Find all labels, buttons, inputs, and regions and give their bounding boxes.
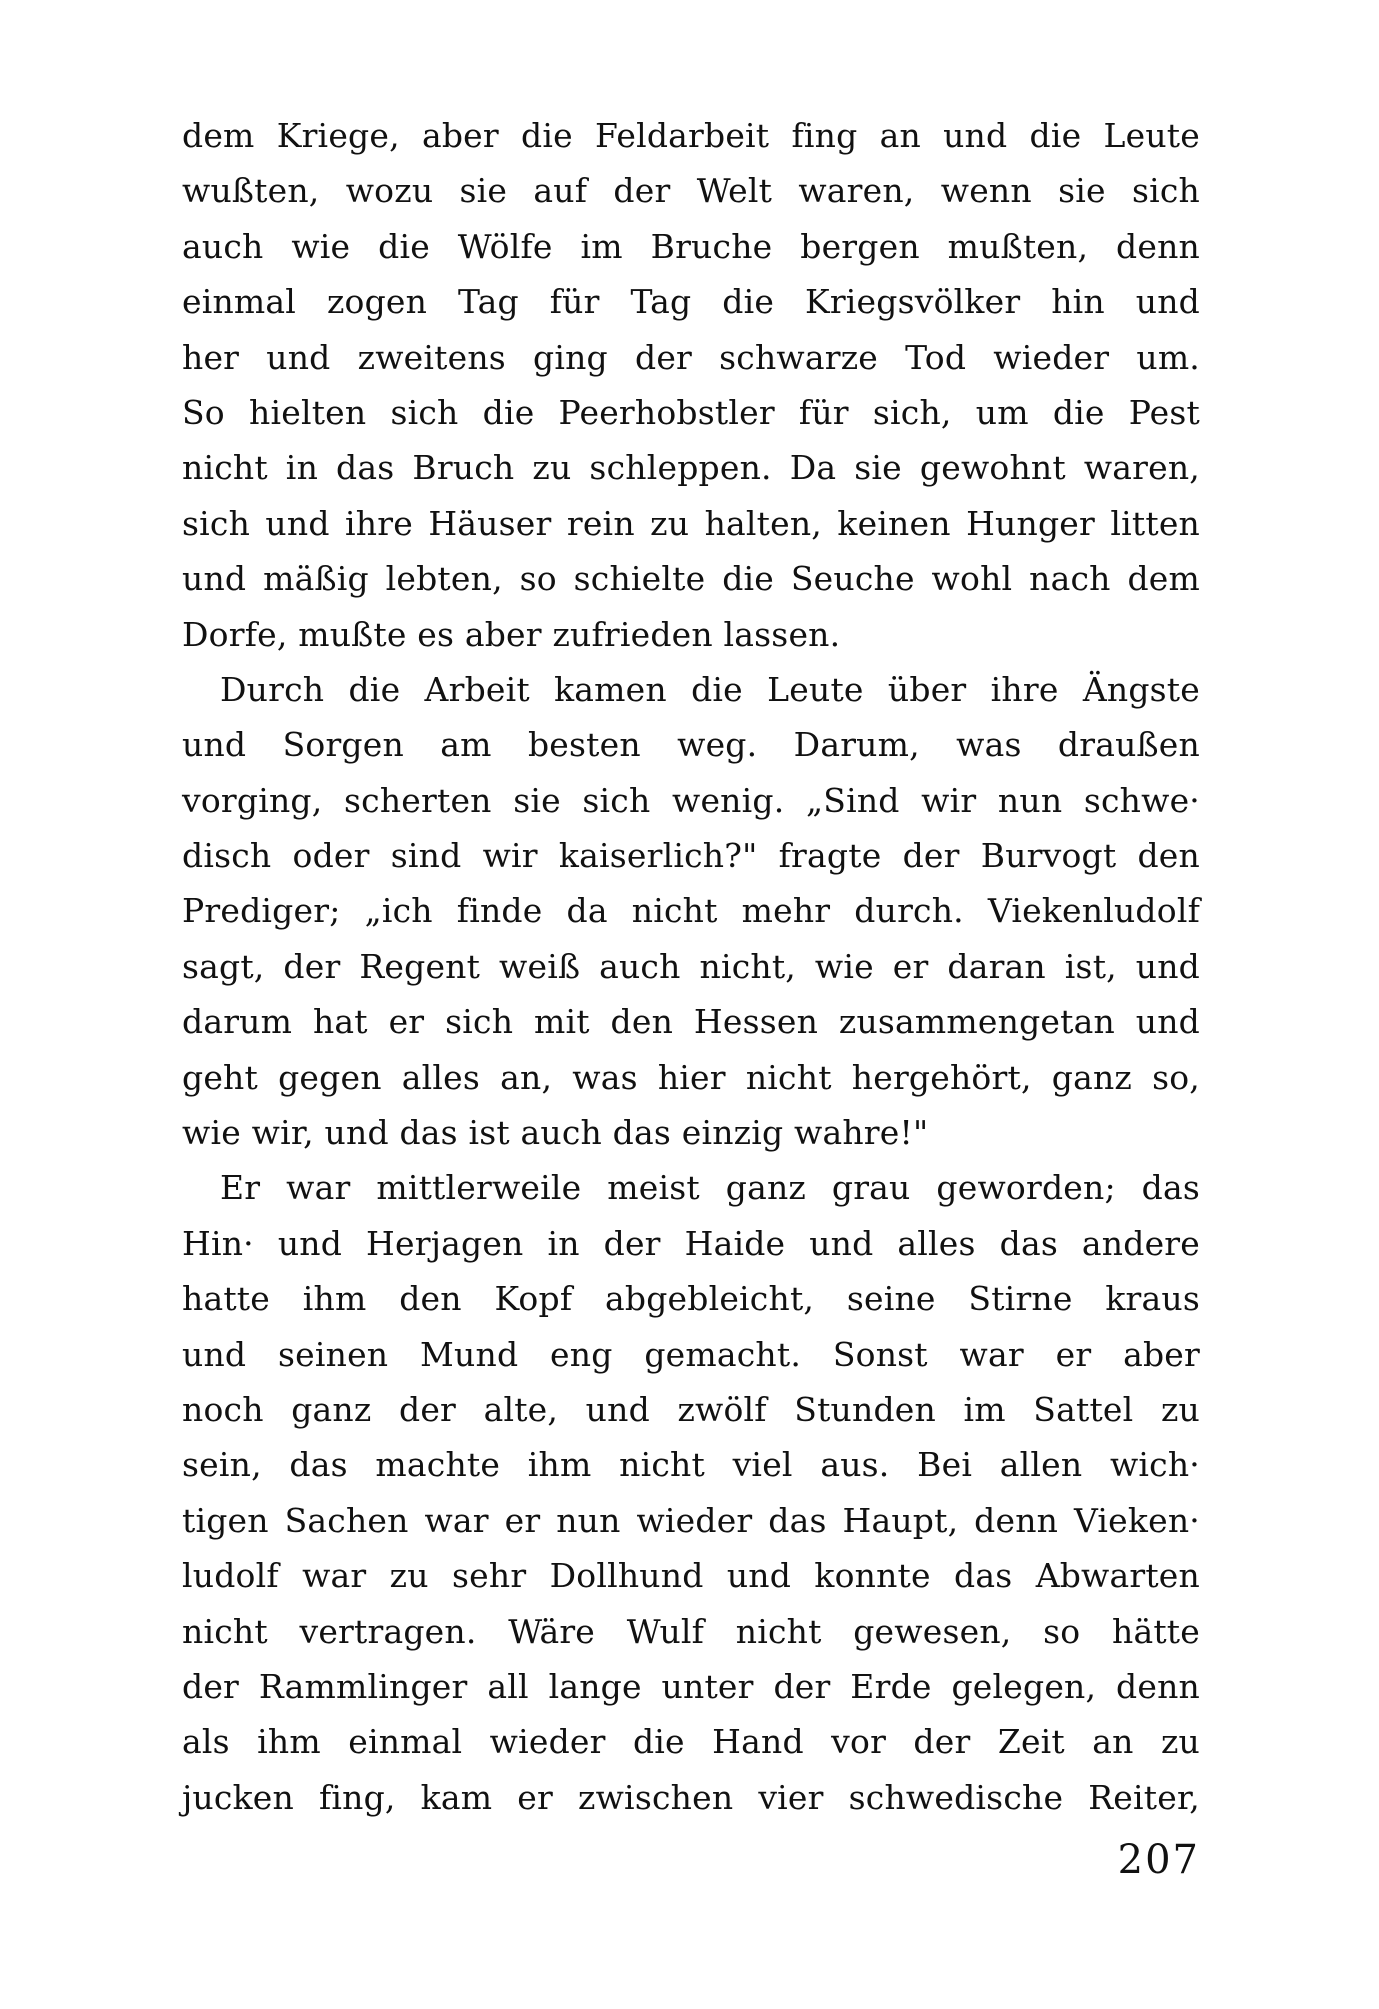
- text-line: einmal zogen Tag für Tag die Kriegsvölker hin und: [182, 282, 1200, 322]
- paragraph-2: [182, 662, 1200, 1161]
- text-line: sagt, der Regent weiß auch nicht, wie er daran ist, und: [182, 946, 1200, 986]
- paragraph-3: [182, 1160, 1200, 1825]
- text-line: tigen Sachen war er nun wieder das Haupt, denn Vieken·: [182, 1500, 1200, 1540]
- text-line: sein, das machte ihm nicht viel aus. Bei allen wich·: [182, 1445, 1200, 1485]
- text-line: auch wie die Wölfe im Bruche bergen mußten, denn: [182, 226, 1200, 266]
- text-line: wußten, wozu sie auf der Welt waren, wenn sie sich: [182, 171, 1200, 211]
- text-line: geht gegen alles an, was hier nicht hergehört, ganz so,: [182, 1057, 1200, 1097]
- text-line: jucken fing, kam er zwischen vier schwedische Reiter,: [182, 1777, 1200, 1817]
- paragraph-1: [182, 108, 1200, 662]
- text-line: vorging, scherten sie sich wenig. „Sind wir nun schwe·: [182, 780, 1200, 820]
- text-line: disch oder sind wir kaiserlich?" fragte der Burvogt den: [182, 836, 1200, 876]
- text-line: dem Kriege, aber die Feldarbeit fing an und die Leute: [182, 116, 1200, 155]
- text-line: Dorfe, mußte es aber zufrieden lassen.: [182, 614, 841, 654]
- text-line: Er war mittlerweile meist ganz grau geworden; das: [220, 1168, 1200, 1208]
- text-line: wie wir, und das ist auch das einzig wahre!": [182, 1113, 929, 1153]
- text-line: nicht vertragen. Wäre Wulf nicht gewesen, so hätte: [182, 1611, 1200, 1651]
- text-line: hatte ihm den Kopf abgebleicht, seine Stirne kraus: [182, 1279, 1200, 1319]
- text-line: nicht in das Bruch zu schleppen. Da sie gewohnt waren,: [182, 448, 1200, 488]
- text-line: und mäßig lebten, so schielte die Seuche wohl nach dem: [182, 559, 1200, 599]
- text-line: Durch die Arbeit kamen die Leute über ihre Ängste: [220, 669, 1200, 709]
- text-line: als ihm einmal wieder die Hand vor der Zeit an zu: [182, 1722, 1200, 1762]
- text-line: und Sorgen am besten weg. Darum, was draußen: [182, 725, 1200, 765]
- body-text: [182, 108, 1200, 1825]
- text-line: Prediger; „ich finde da nicht mehr durch. Viekenludolf: [182, 891, 1200, 931]
- text-line: noch ganz der alte, und zwölf Stunden im Sattel zu: [182, 1389, 1200, 1429]
- text-line: darum hat er sich mit den Hessen zusammengetan und: [182, 1002, 1200, 1042]
- text-line: So hielten sich die Peerhobstler für sich, um die Pest: [182, 392, 1200, 432]
- page-number: 207: [1117, 1837, 1200, 1883]
- text-line: Hin· und Herjagen in der Haide und alles das andere: [182, 1223, 1200, 1263]
- text-line: und seinen Mund eng gemacht. Sonst war er aber: [182, 1334, 1200, 1374]
- text-line: her und zweitens ging der schwarze Tod wieder um.: [182, 337, 1200, 377]
- text-line: der Rammlinger all lange unter der Erde gelegen, denn: [182, 1666, 1200, 1706]
- text-line: sich und ihre Häuser rein zu halten, keinen Hunger litten: [182, 503, 1200, 543]
- text-line: ludolf war zu sehr Dollhund und konnte das Abwarten: [182, 1556, 1200, 1596]
